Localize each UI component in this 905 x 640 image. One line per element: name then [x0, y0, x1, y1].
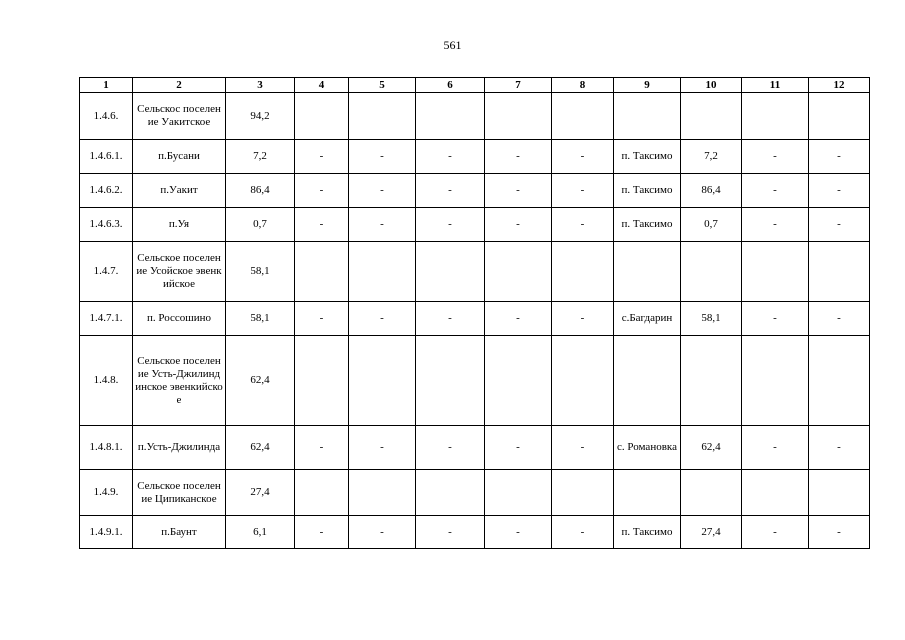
area-cell: 58,1	[226, 242, 295, 302]
col9-cell	[614, 336, 681, 426]
code-cell: 1.4.6.	[80, 93, 133, 140]
col6-cell: -	[416, 140, 485, 174]
col4-cell	[295, 336, 349, 426]
col12-cell	[809, 336, 870, 426]
col8-cell	[552, 93, 614, 140]
table-row	[80, 426, 870, 470]
col5-cell	[349, 336, 416, 426]
col10-cell	[681, 470, 742, 516]
col12-cell: -	[809, 174, 870, 208]
col9-cell: с.Багдарин	[614, 302, 681, 336]
col8-cell: -	[552, 208, 614, 242]
name-cell: п.Усть-Джилинда	[133, 426, 226, 470]
col11-cell	[742, 242, 809, 302]
col12-cell: -	[809, 302, 870, 336]
col4-cell: -	[295, 140, 349, 174]
col11-cell: -	[742, 174, 809, 208]
name-cell: Сельское поселение Усть-Джилиндинское эвенкийское	[133, 336, 226, 426]
col5-cell	[349, 93, 416, 140]
col7-cell	[485, 336, 552, 426]
page-number: 561	[443, 38, 462, 52]
col8-cell	[552, 470, 614, 516]
col-header: 2	[133, 78, 226, 93]
col4-cell: -	[295, 516, 349, 549]
col12-cell: -	[809, 140, 870, 174]
col5-cell: -	[349, 426, 416, 470]
table-row	[80, 516, 870, 549]
col7-cell	[485, 470, 552, 516]
col8-cell	[552, 336, 614, 426]
col-header: 7	[485, 78, 552, 93]
area-cell: 58,1	[226, 302, 295, 336]
col-header: 8	[552, 78, 614, 93]
col6-cell: -	[416, 516, 485, 549]
table-row	[80, 93, 870, 140]
col4-cell: -	[295, 174, 349, 208]
col6-cell	[416, 470, 485, 516]
col5-cell: -	[349, 140, 416, 174]
col9-cell: с. Романовка	[614, 426, 681, 470]
name-cell: п.Уя	[133, 208, 226, 242]
col11-cell: -	[742, 208, 809, 242]
code-cell: 1.4.6.3.	[80, 208, 133, 242]
col9-cell	[614, 93, 681, 140]
col11-cell	[742, 336, 809, 426]
col7-cell: -	[485, 302, 552, 336]
name-cell: п.Баунт	[133, 516, 226, 549]
code-cell: 1.4.9.1.	[80, 516, 133, 549]
col8-cell: -	[552, 140, 614, 174]
col7-cell: -	[485, 140, 552, 174]
col5-cell: -	[349, 208, 416, 242]
col6-cell: -	[416, 302, 485, 336]
col11-cell	[742, 93, 809, 140]
col-header: 12	[809, 78, 870, 93]
code-cell: 1.4.8.	[80, 336, 133, 426]
name-cell: п. Россошино	[133, 302, 226, 336]
col11-cell	[742, 470, 809, 516]
col10-cell	[681, 93, 742, 140]
name-cell: Сельское поселение Ципиканское	[133, 470, 226, 516]
col-header: 1	[80, 78, 133, 93]
code-cell: 1.4.9.	[80, 470, 133, 516]
col5-cell: -	[349, 174, 416, 208]
col10-cell: 86,4	[681, 174, 742, 208]
name-cell: п.Бусани	[133, 140, 226, 174]
area-cell: 0,7	[226, 208, 295, 242]
data-table	[79, 77, 870, 549]
col6-cell: -	[416, 426, 485, 470]
col10-cell: 7,2	[681, 140, 742, 174]
col-header: 5	[349, 78, 416, 93]
col12-cell: -	[809, 426, 870, 470]
col12-cell: -	[809, 208, 870, 242]
area-cell: 62,4	[226, 426, 295, 470]
col10-cell: 0,7	[681, 208, 742, 242]
table-row	[80, 174, 870, 208]
col6-cell: -	[416, 174, 485, 208]
col9-cell: п. Таксимо	[614, 174, 681, 208]
col7-cell: -	[485, 208, 552, 242]
area-cell: 94,2	[226, 93, 295, 140]
col7-cell: -	[485, 516, 552, 549]
area-cell: 62,4	[226, 336, 295, 426]
name-cell: п.Уакит	[133, 174, 226, 208]
table-row	[80, 242, 870, 302]
header-row	[80, 78, 870, 93]
col4-cell	[295, 470, 349, 516]
col10-cell: 58,1	[681, 302, 742, 336]
col-header: 6	[416, 78, 485, 93]
table-row	[80, 208, 870, 242]
col8-cell: -	[552, 516, 614, 549]
col9-cell: п. Таксимо	[614, 516, 681, 549]
code-cell: 1.4.7.	[80, 242, 133, 302]
col7-cell	[485, 93, 552, 140]
code-cell: 1.4.8.1.	[80, 426, 133, 470]
col12-cell	[809, 470, 870, 516]
area-cell: 27,4	[226, 470, 295, 516]
col4-cell: -	[295, 208, 349, 242]
col4-cell	[295, 242, 349, 302]
col11-cell: -	[742, 302, 809, 336]
col9-cell	[614, 470, 681, 516]
area-cell: 6,1	[226, 516, 295, 549]
col6-cell	[416, 336, 485, 426]
col11-cell: -	[742, 140, 809, 174]
area-cell: 86,4	[226, 174, 295, 208]
col12-cell	[809, 93, 870, 140]
col5-cell	[349, 242, 416, 302]
col9-cell: п. Таксимо	[614, 140, 681, 174]
col4-cell: -	[295, 426, 349, 470]
table-body	[80, 93, 870, 549]
col6-cell: -	[416, 208, 485, 242]
col5-cell	[349, 470, 416, 516]
col-header: 9	[614, 78, 681, 93]
col10-cell	[681, 242, 742, 302]
col-header: 4	[295, 78, 349, 93]
code-cell: 1.4.6.2.	[80, 174, 133, 208]
col9-cell: п. Таксимо	[614, 208, 681, 242]
col5-cell: -	[349, 302, 416, 336]
name-cell: Сельское поселение Усойское эвенкийское	[133, 242, 226, 302]
col9-cell	[614, 242, 681, 302]
col8-cell: -	[552, 302, 614, 336]
col11-cell: -	[742, 516, 809, 549]
table-row	[80, 140, 870, 174]
area-cell: 7,2	[226, 140, 295, 174]
col10-cell: 62,4	[681, 426, 742, 470]
col12-cell: -	[809, 516, 870, 549]
col8-cell	[552, 242, 614, 302]
col6-cell	[416, 242, 485, 302]
col10-cell	[681, 336, 742, 426]
col7-cell: -	[485, 174, 552, 208]
col-header: 3	[226, 78, 295, 93]
col10-cell: 27,4	[681, 516, 742, 549]
col-header: 11	[742, 78, 809, 93]
col7-cell: -	[485, 426, 552, 470]
table-row	[80, 336, 870, 426]
table-row	[80, 470, 870, 516]
col4-cell: -	[295, 302, 349, 336]
name-cell: Сельскос поселение Уакитское	[133, 93, 226, 140]
col11-cell: -	[742, 426, 809, 470]
code-cell: 1.4.7.1.	[80, 302, 133, 336]
col8-cell: -	[552, 174, 614, 208]
col5-cell: -	[349, 516, 416, 549]
col8-cell: -	[552, 426, 614, 470]
col12-cell	[809, 242, 870, 302]
code-cell: 1.4.6.1.	[80, 140, 133, 174]
col4-cell	[295, 93, 349, 140]
col-header: 10	[681, 78, 742, 93]
table-row	[80, 302, 870, 336]
col7-cell	[485, 242, 552, 302]
col6-cell	[416, 93, 485, 140]
